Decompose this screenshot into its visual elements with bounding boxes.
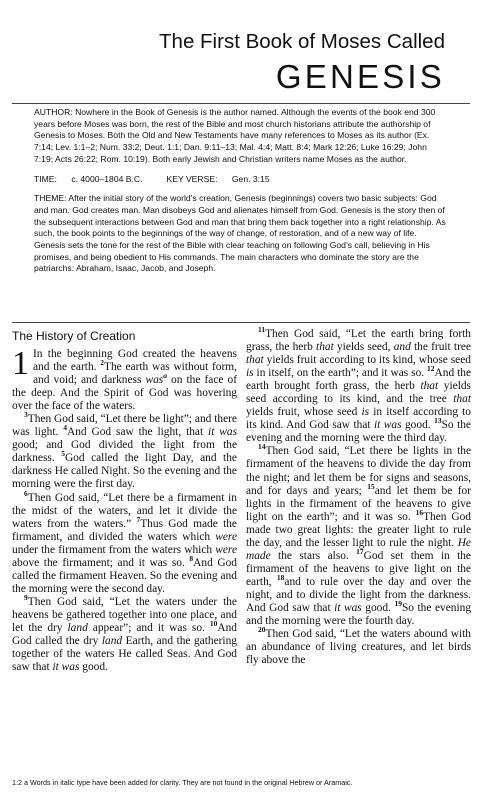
theme-text: After the initial story of the world’s creation, Genesis (beginnings) covers two basic subjects: God and man. God creates man. Man disobeys God and alienates himself from God. Genesis is the story then of the subsequent interactions between God and man that bring them back together into a right relationship. As such, the book points to the beginnings of the way of change, of restoration, and of a new way of life. Genesis sets the tone for the rest of the Bible with clear teaching on following God’s call, believing in His promises, and being obedient to His commands. The main characters who dominate the story are the patriarchs: Abraham, Isaac, Jacob, and Joseph. (34, 193, 446, 274)
author-section (34, 107, 446, 166)
key-verse-label: KEY VERSE: (166, 173, 218, 184)
theme-label: THEME: (34, 193, 67, 204)
time-keyverse-line (34, 174, 446, 186)
verse-paragraph: $^{14}$Then God said, “Let there be lights in the firmament of the heavens to divide the day from the night; and let them be for signs and seasons, and for days and years; $^{15}$and let them be for lights in the firmament of the heavens to give light on the earth”; and it was so. $^{16}$Then God made two great lights: the greater light to rule the day, and the lesser light to rule the night. He made the stars also. $^{17}$God set them in the firmament of the heavens to give light on the earth, $^{18}$and to rule over the day and over the night, and to divide the light from the darkness. And God saw that it was good. $^{19}$So the evening and the morning were the fourth day. (246, 442, 472, 628)
section-heading: The History of Creation (12, 329, 136, 343)
footnote: 1:2 a Words in italic type have been added for clarity. They are not found in the original Hebrew or Aramaic. (12, 778, 353, 787)
key-verse-item (167, 174, 282, 184)
book-title: GENESIS (275, 58, 445, 95)
book-subtitle: The First Book of Moses Called (159, 30, 445, 53)
book-introduction (34, 107, 446, 283)
verse-text: In the beginning God created the heavens and the earth. $^2$The earth was without form, and void; and darkness was$^a$ on the face of the deep. And the Spirit of God was hovering over the face of the waters. (12, 348, 237, 413)
intro-bottom-divider (12, 322, 470, 323)
time-text: c. 4000–1804 B.C. (71, 173, 143, 184)
verse-paragraph: $^3$Then God said, “Let there be light”; and there was light. $^4$And God saw the light, that it was good; and God divided the light from the darkness. $^5$God called the light Day, and the darkness He called Night. So the evening and the morning were the first day. (12, 410, 237, 491)
theme-section (34, 193, 446, 275)
scripture-column-left (12, 328, 237, 674)
top-divider (12, 103, 470, 104)
verse-paragraph: $^6$Then God said, “Let there be a firmament in the midst of the waters, and let it divide the waters from the waters.” $^7$Thus God made the firmament, and divided the waters which were under the firmament from the waters which were above the firmament; and it was so. $^8$And God called the firmament Heaven. So the evening and the morning were the second day. (12, 488, 237, 595)
scripture-column-right (246, 325, 472, 667)
author-label: AUTHOR: (34, 107, 73, 117)
time-label: TIME: (34, 173, 57, 184)
author-text: Nowhere in the Book of Genesis is the author named. Although the events of the book end 300 years before Moses was born, the rest of the Bible and most church historians attribute the authorship of Genesis to Moses. Both the Old and New Testaments have many references to Moses as its author (Ex. 7:14; Lev. 1:1–2; Num. 33:2; Deut. 1:1; Dan. 9:11–13; Mal. 4:4; Matt. 8:4; Mark 12:26; Luke 16:29; John 7:19; Acts 26:22; Rom. 10:19). Both early Jewish and Christian writers name Moses as the author. (34, 107, 436, 164)
verse-paragraph: $^{11}$Then God said, “Let the earth bring forth grass, the herb that yields seed, and the fruit tree that yields fruit according to its kind, whose seed is in itself, on the earth”; and it was so. $^{12}$And the earth brought forth grass, the herb that yields seed according to its kind, and the tree that yields fruit, whose seed is in itself according to its kind. And God saw that it was good. $^{13}$So the evening and the morning were the third day. (246, 325, 471, 445)
verse-paragraph: $^9$Then God said, “Let the waters under the heavens be gathered together into one place, and let the dry land appear”; and it was so. $^{10}$And God called the dry land Earth, and the gathering together of the waters He called Seas. And God saw that it was good. (12, 593, 237, 674)
key-verse-text: Gen. 3:15 (231, 173, 270, 184)
verse-paragraph (12, 345, 237, 413)
verse-paragraph: $^{20}$Then God said, “Let the waters abound with an abundance of living creatures, and let birds fly above the (246, 625, 471, 667)
time-item (34, 174, 155, 184)
chapter-number: 1 (12, 345, 29, 382)
